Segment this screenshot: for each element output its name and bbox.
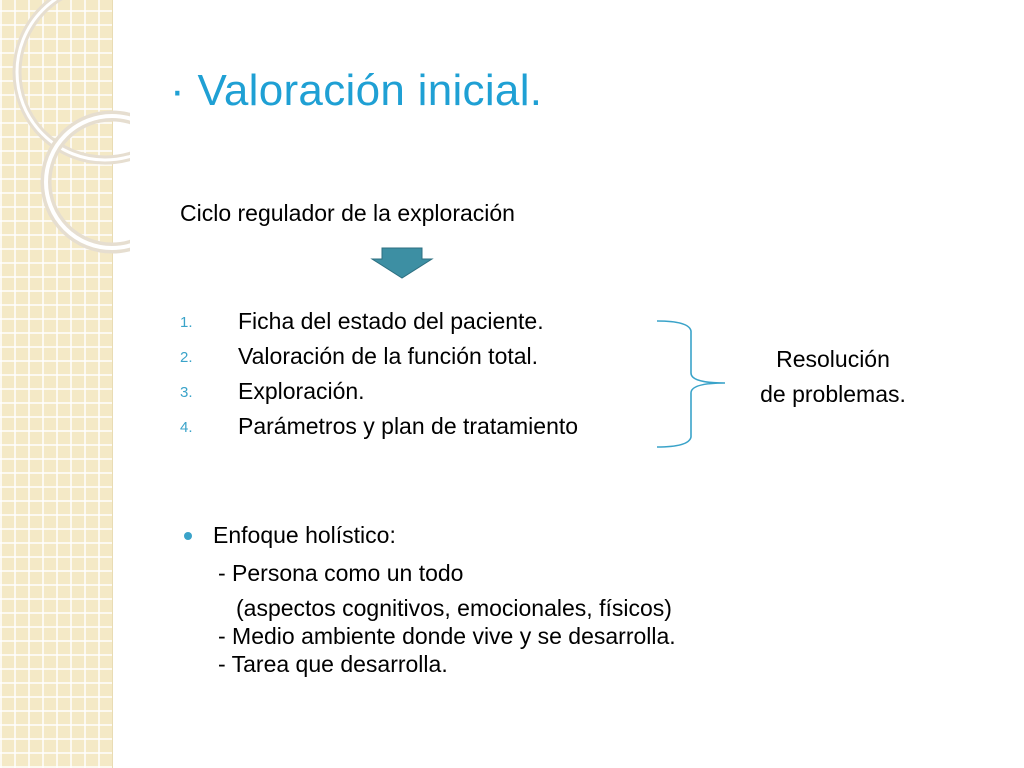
slide-title: · Valoración inicial. [170, 66, 543, 115]
list-item-text: Ficha del estado del paciente. [238, 308, 544, 334]
bullet-heading: Enfoque holístico: [213, 522, 396, 548]
resolution-line-1: Resolución [776, 346, 890, 372]
list-item-number: 2. [180, 349, 193, 366]
list-item-number: 3. [180, 384, 193, 401]
bullet-sub-line: - Tarea que desarrolla. [218, 651, 448, 677]
bullet-sub-line: - Persona como un todo [218, 560, 464, 586]
down-arrow-icon [370, 247, 434, 279]
list-item-text: Valoración de la función total. [238, 343, 539, 369]
resolution-line-2: de problemas. [760, 381, 906, 407]
list-item-number: 4. [180, 419, 193, 436]
decorative-rings [0, 0, 130, 260]
bracket-connector [655, 317, 735, 453]
list-item-number: 1. [180, 314, 193, 331]
slide-subtitle: Ciclo regulador de la exploración [180, 200, 515, 226]
list-item-text: Parámetros y plan de tratamiento [238, 413, 579, 439]
resolution-label [728, 342, 938, 412]
bullet-dot-icon [184, 532, 192, 540]
list-item-text: Exploración. [238, 378, 365, 404]
bullet-sub-line: (aspectos cognitivos, emocionales, físicos) [236, 595, 672, 621]
bullet-sub-line: - Medio ambiente donde vive y se desarrolla. [218, 623, 676, 649]
